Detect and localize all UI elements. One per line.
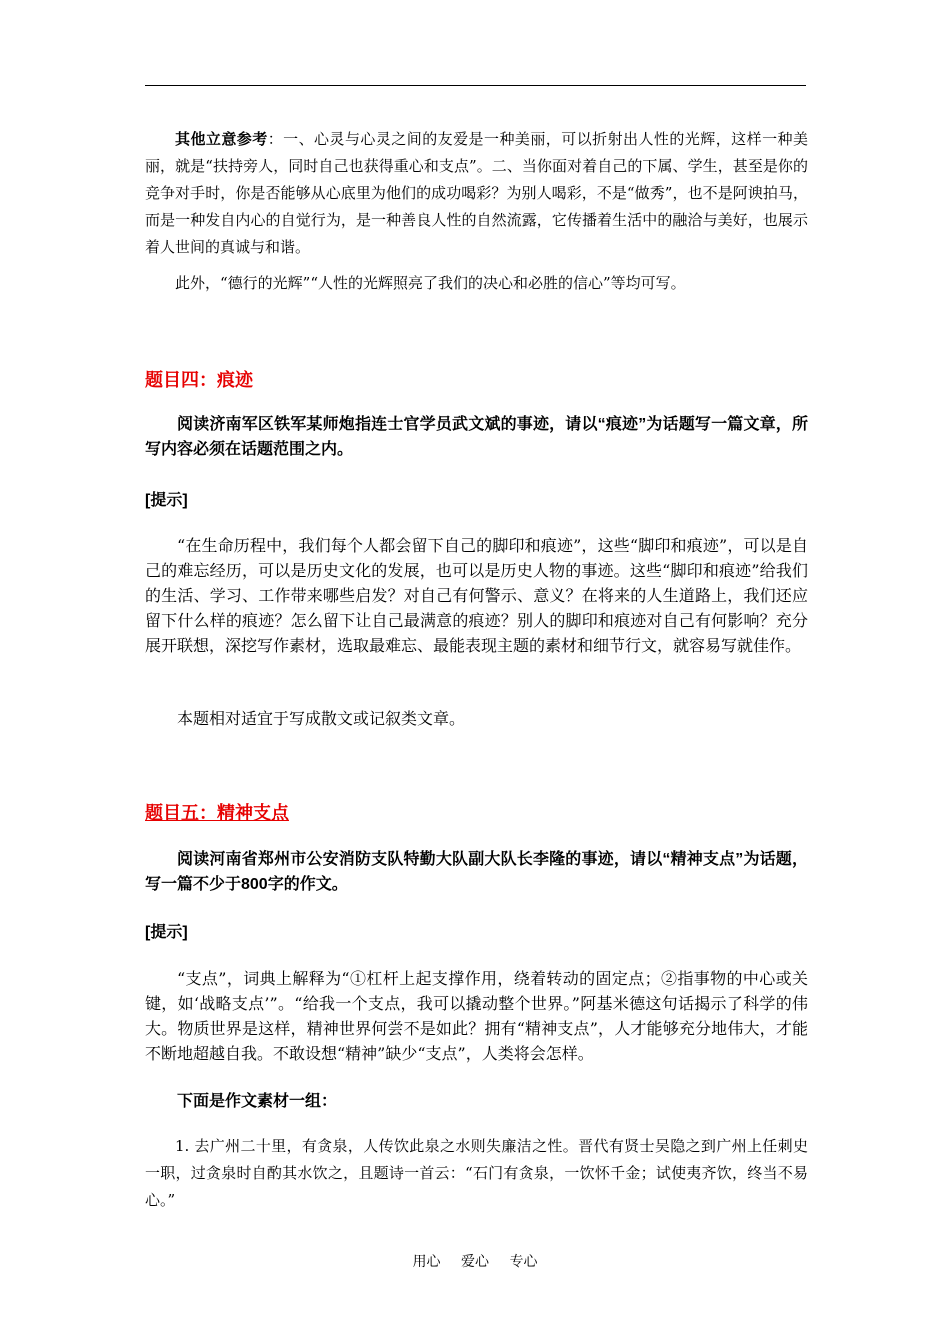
topic5-hint-text: “支点”，词典上解释为“①杠杆上起支撑作用，绕着转动的固定点；②指事物的中心或关键，如‘战略支点’”。“给我一个支点，我可以撬动整个世界。”阿基米德这句话揭示了科学的伟大。物质世界是这样，精神世界何尝不是如此？拥有“精神支点”，人才能够充分地伟大，才能不断地超越自我。不敢设想“精神”缺少“支点”，人类将会怎样。 [145, 969, 808, 1063]
topic4-hint-text: “在生命历程中，我们每个人都会留下自己的脚印和痕迹”，这些“脚印和痕迹”，可以是自己的难忘经历，可以是历史文化的发展，也可以是历史人物的事迹。这些“脚印和痕迹”给我们的生活、学习、工作带来哪些启发？对自己有何警示、意义？在将来的人生道路上，我们还应留下什么样的痕迹？怎么留下让自己最满意的痕迹？别人的脚印和痕迹对自己有何影响？充分展开联想，深挖写作素材，选取最难忘、最能表现主题的素材和细节行文，就容易写就佳作。 [145, 536, 808, 655]
header-rule [145, 85, 806, 86]
other-ideas-text: ：一、心灵与心灵之间的友爱是一种美丽，可以折射出人性的光辉，这样一种美丽，就是“扶持旁人，同时自己也获得重心和支点”。二、当你面对着自己的下属、学生，甚至是你的竞争对手时，你是否能够从心底里为他们的成功喝彩？为别人喝彩，不是“做秀”，也不是阿谀拍马，而是一种发自内心的自觉行为，是一种善良人性的自然流露，它传播着生活中的融洽与美好，也展示着人世间的真诚与和谐。 [145, 130, 808, 256]
topic4-prompt: 阅读济南军区铁军某师炮指连士官学员武文斌的事迹，请以“痕迹”为话题写一篇文章，所写内容必须在话题范围之内。 [145, 416, 808, 458]
topic4-title: 题目四：痕迹 [145, 370, 253, 390]
additional-paragraph: 此外，“德行的光辉”“人性的光辉照亮了我们的决心和必胜的信心”等均可写。 [175, 274, 686, 292]
topic4-note: 本题相对适宜于写成散文或记叙类文章。 [177, 709, 466, 728]
other-ideas-paragraph [145, 126, 808, 261]
material-item-1: 1. 去广州二十里，有贪泉，人传饮此泉之水则失廉洁之性。晋代有贤士吴隐之到广州上任刺史一职，过贪泉时自酌其水饮之，且题诗一首云：“石门有贪泉，一饮怀千金；试使夷齐饮，终当不易心。” [145, 1137, 808, 1209]
other-ideas-label: 其他立意参考 [175, 131, 268, 148]
topic5-prompt: 阅读河南省郑州市公安消防支队特勤大队副大队长李隆的事迹，请以“精神支点”为话题，写一篇不少于800字的作文。 [145, 851, 808, 893]
materials-label: 下面是作文素材一组： [177, 1093, 338, 1110]
topic4-hint-label: [提示] [145, 492, 188, 509]
footer-item: 专心 [509, 1254, 538, 1270]
footer-item: 用心 [412, 1254, 441, 1270]
footer-item: 爱心 [461, 1254, 489, 1270]
topic5-hint-label: [提示] [145, 924, 188, 941]
topic5-title[interactable]: 题目五：精神支点 [145, 803, 289, 823]
footer [0, 1251, 950, 1271]
